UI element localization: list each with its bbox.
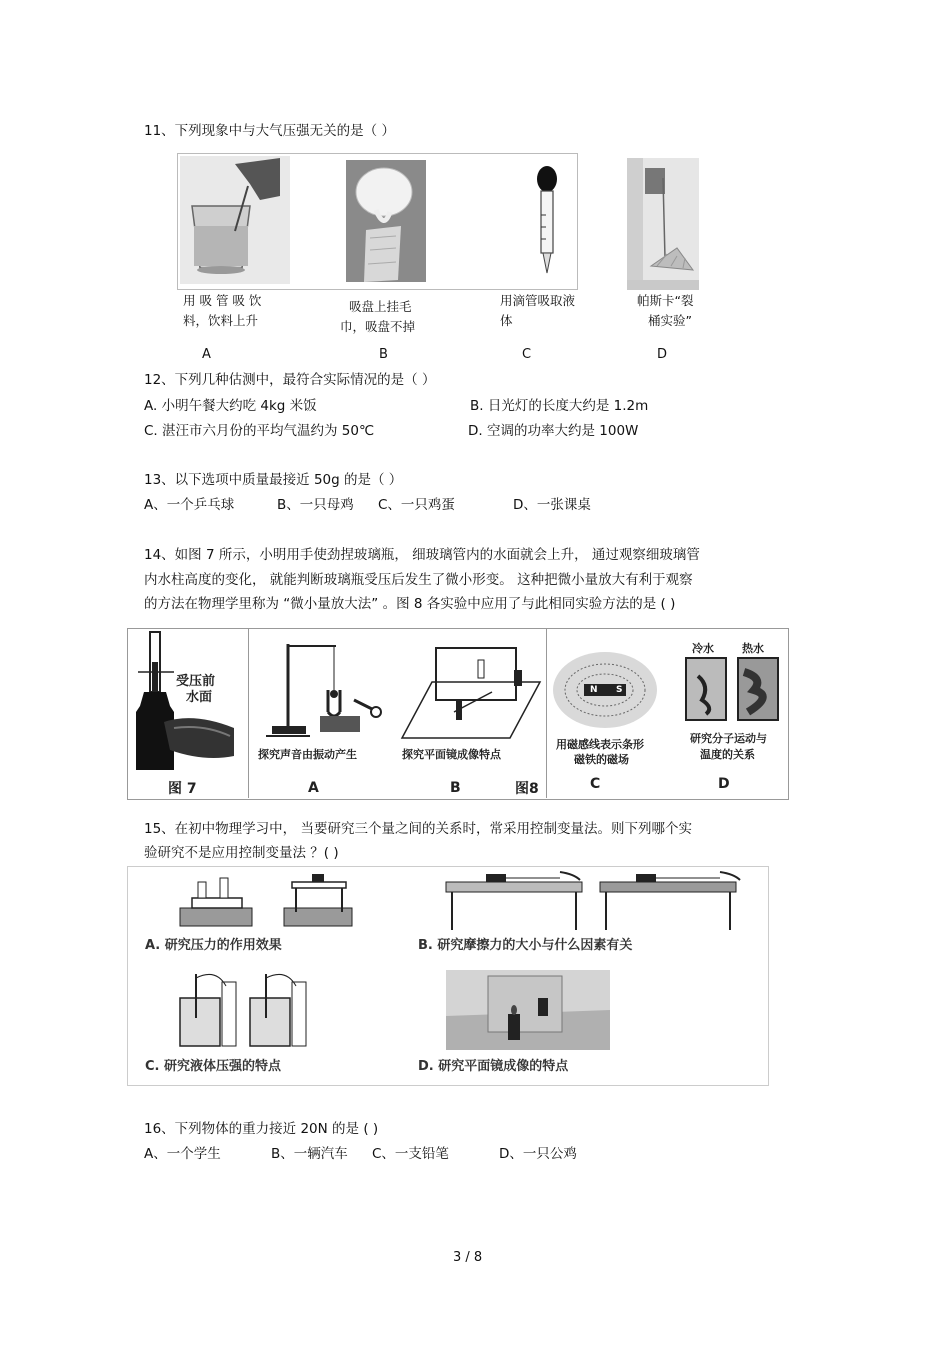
q11-stem: 11、下列现象中与大气压强无关的是（ ） [144,123,395,139]
dropper-image [532,165,562,277]
pressure-experiment-image [176,874,356,928]
liquid-pressure-image [176,968,316,1048]
pascal-barrel-image [627,158,699,290]
q11-caption-c1: 用滴管吸取液 [500,293,576,308]
fig8-letter-c: C [590,776,601,792]
q12-option-b: B. 日光灯的长度大约是 1.2m [470,398,649,414]
q11-letter-c: C [522,347,532,362]
q16-option-c: C、一支铅笔 [372,1146,449,1162]
q16-stem: 16、下列物体的重力接近 20N 的是 ( ) [144,1121,379,1137]
fig8-caption: 图8 [515,781,539,797]
fig7-caption: 图 7 [168,781,197,797]
cold-water-label: 冷水 [692,642,714,655]
plane-mirror-image [402,642,540,738]
q15-caption-b: B. 研究摩擦力的大小与什么因素有关 [418,938,633,953]
q13-option-a: A、一个乒乓球 [144,497,235,513]
q11-caption-c2: 体 [500,313,513,328]
fig7-label-pre1: 受压前 [176,674,216,689]
q15-caption-c: C. 研究液体压强的特点 [145,1059,282,1074]
q11-caption-d1: 帕斯卡“裂 [637,293,694,308]
q16-option-b: B、一辆汽车 [271,1146,348,1162]
magnet-n-label: N [590,685,598,695]
q11-letter-b: B [379,347,388,362]
q16-option-a: A、一个学生 [144,1146,221,1162]
q12-option-c: C. 湛汪市六月份的平均气温约为 50℃ [144,423,375,439]
magnetic-field-image [550,650,660,730]
q14-divider-2 [546,628,547,798]
suction-cup-image [346,160,426,282]
fig8-caption-b: 探究平面镜成像特点 [402,748,501,761]
q15-line-1: 15、在初中物理学习中， 当要研究三个量之间的关系时，常采用控制变量法。则下列哪个实 [144,821,692,837]
q15-line-2: 验研究不是应用控制变量法 ？( ) [144,845,339,861]
magnet-s-label: S [616,685,623,695]
friction-experiment-image [440,872,750,932]
hot-water-label: 热水 [742,642,764,655]
fig8-caption-d2: 温度的关系 [700,748,755,761]
q14-line-3: 的方法在物理学里称为 “微小量放大法” 。图 8 各实验中应用了与此相同实验方法的是 ( ) [144,596,676,612]
q13-option-d: D、一张课桌 [513,497,591,513]
mirror-candles-image [446,970,610,1050]
q11-letter-d: D [657,347,668,362]
q14-line-1: 14、如图 7 所示，小明用手使劲捏玻璃瓶， 细玻璃管内的水面就会上升， 通过观察细玻璃管 [144,547,700,563]
q11-letter-a: A [202,347,211,362]
q15-caption-a: A. 研究压力的作用效果 [145,938,282,953]
fig8-letter-d: D [718,776,730,792]
fig8-caption-c2: 磁铁的磁场 [574,753,629,766]
q13-stem: 13、以下选项中质量最接近 50g 的是（ ） [144,472,403,488]
fig8-caption-a: 探究声音由振动产生 [258,748,357,761]
q11-caption-a2: 料，饮料上升 [183,313,259,328]
q13-option-b: B、一只母鸡 [277,497,354,513]
page-number: 3 / 8 [453,1250,483,1265]
q13-option-c: C、一只鸡蛋 [378,497,455,513]
tuning-fork-image [258,640,388,740]
q11-caption-a1: 用 吸 管 吸 饮 [183,293,262,308]
q16-option-d: D、一只公鸡 [499,1146,577,1162]
fig8-letter-a: A [308,780,319,796]
fig8-caption-c1: 用磁感线表示条形 [556,738,644,751]
straw-drink-image [180,156,290,284]
q14-divider-1 [248,628,249,798]
fig8-letter-b: B [450,780,461,796]
q14-line-2: 内水柱高度的变化， 就能判断玻璃瓶受压后发生了微小形变。 这种把微小量放大有利于观察 [144,572,693,588]
q12-option-d: D. 空调的功率大约是 100W [468,423,639,439]
q12-option-a: A. 小明午餐大约吃 4kg 米饭 [144,398,317,414]
beakers-image [684,656,784,722]
fig7-label-pre2: 水面 [186,690,213,705]
q15-caption-d: D. 研究平面镜成像的特点 [418,1059,569,1074]
fig8-caption-d1: 研究分子运动与 [690,732,767,745]
q11-caption-b1: 吸盘上挂毛 [349,299,412,314]
q12-stem: 12、下列几种估测中，最符合实际情况的是（ ） [144,372,436,388]
q11-caption-d2: 桶实验” [648,313,692,328]
q11-caption-b2: 巾，吸盘不掉 [340,319,416,334]
